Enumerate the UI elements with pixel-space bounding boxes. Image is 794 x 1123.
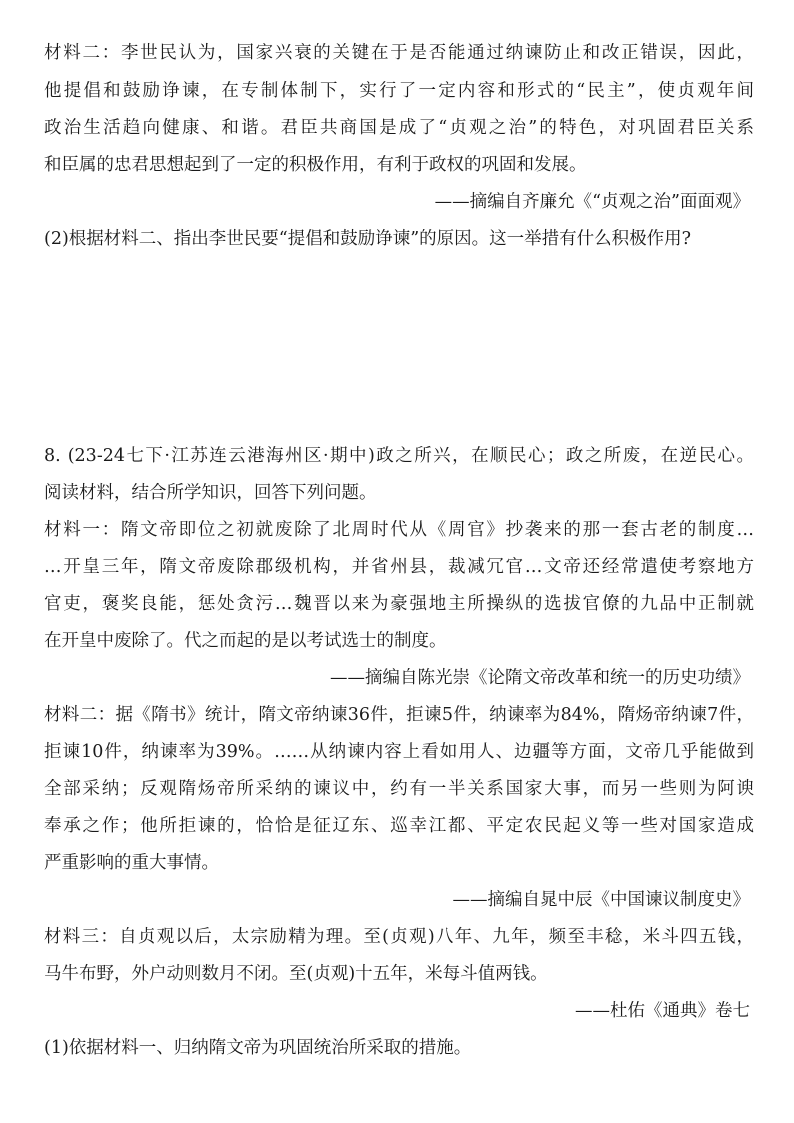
- material2-source: ——摘编自齐廉允《“贞观之治”面面观》: [434, 192, 750, 212]
- material2-line-4: 和臣属的忠君思想起到了一定的积极作用，有利于政权的巩固和发展。: [44, 155, 587, 175]
- q8-material3-line-1: 材料三：自贞观以后，太宗励精为理。至(贞观)八年、九年，频至丰稔，米斗四五钱，: [44, 927, 754, 947]
- material2-line-3: 政治生活趋向健康、和谐。君臣共商国是成了“贞观之治”的特色，对巩固君臣关系: [44, 118, 754, 138]
- q8-material3-line-2: 马牛布野，外户动则数月不闭。至(贞观)十五年，米每斗值两钱。: [44, 964, 548, 984]
- q8-material2-line-4: 奉承之作；他所拒谏的，恰恰是征辽东、巡幸江都、平定农民起义等一些对国家造成: [44, 816, 754, 836]
- q8-material1-line-3: 官吏，褒奖良能，惩处贪污…魏晋以来为豪强地主所操纵的选拔官僚的九品中正制就: [44, 594, 754, 614]
- question-2: (2)根据材料二、指出李世民要“提倡和鼓励诤谏”的原因。这一举措有什么积极作用?: [44, 229, 692, 249]
- q8-question-1: (1)依据材料一、归纳隋文帝为巩固统治所采取的措施。: [44, 1038, 472, 1058]
- q8-material2-line-1: 材料二：据《隋书》统计，隋文帝纳谏36件，拒谏5件，纳谏率为84%，隋炀帝纳谏7件，: [44, 705, 754, 725]
- q8-material2-line-3: 全部采纳；反观隋炀帝所采纳的谏议中，约有一半关系国家大事，而另一些则为阿谀: [44, 779, 754, 799]
- q8-intro-line-2: 阅读材料，结合所学知识，回答下列问题。: [44, 483, 377, 503]
- q8-material1-line-1: 材料一：隋文帝即位之初就废除了北周时代从《周官》抄袭来的那一套古老的制度…: [44, 520, 754, 540]
- q8-material1-line-2: …开皇三年，隋文帝废除郡级机构，并省州县，裁减冗官…文帝还经常遣使考察地方: [44, 557, 754, 577]
- q8-material3-source: ——杜佑《通典》卷七: [575, 1001, 750, 1021]
- material2-line-2: 他提倡和鼓励诤谏，在专制体制下，实行了一定内容和形式的“民主”，使贞观年间: [44, 81, 754, 101]
- q8-material2-line-5: 严重影响的重大事情。: [44, 853, 219, 873]
- q8-material1-source: ——摘编自陈光崇《论隋文帝改革和统一的历史功绩》: [330, 668, 750, 688]
- q8-material2-line-2: 拒谏10件，纳谏率为39%。……从纳谏内容上看如用人、边疆等方面，文帝几乎能做到: [44, 742, 754, 762]
- q8-intro-line-1: 8. (23-24七下·江苏连云港海州区·期中)政之所兴，在顺民心；政之所废，在逆民心。: [44, 446, 754, 466]
- material2-line-1: 材料二：李世民认为，国家兴衰的关键在于是否能通过纳谏防止和改正错误，因此，: [44, 43, 754, 63]
- q8-material1-line-4: 在开皇中废除了。代之而起的是以考试选士的制度。: [44, 631, 447, 651]
- q8-material2-source: ——摘编自晁中辰《中国谏议制度史》: [452, 890, 750, 910]
- answer-area[interactable]: [44, 254, 750, 440]
